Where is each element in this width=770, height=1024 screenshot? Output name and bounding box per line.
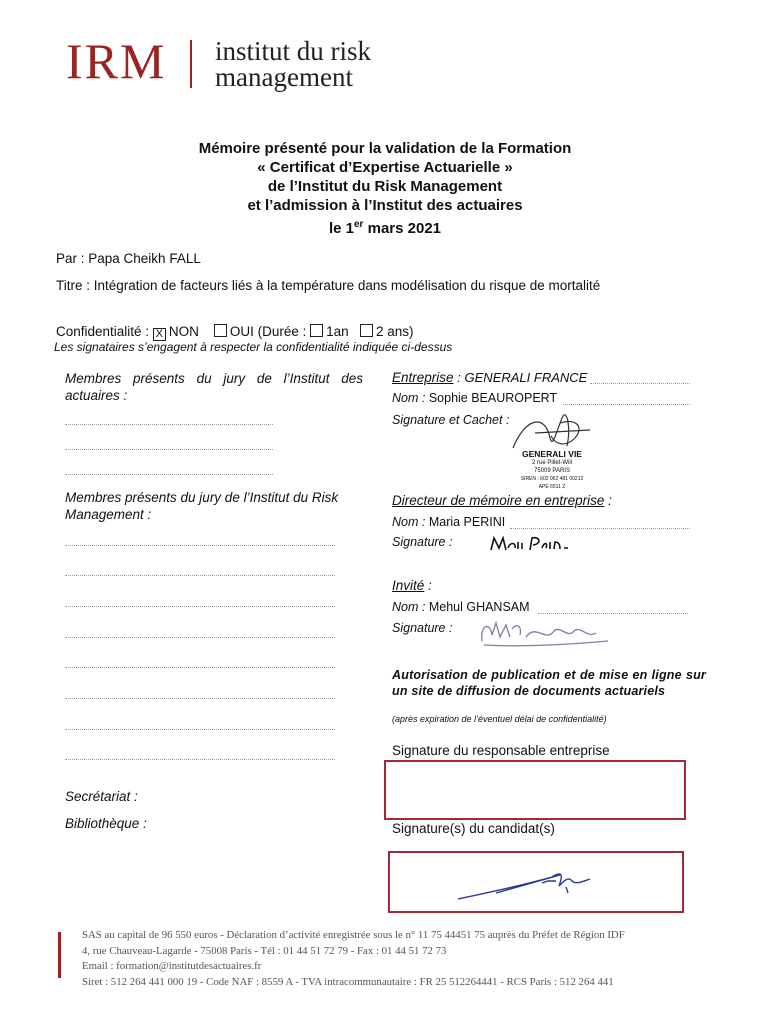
signature-responsable-label: Signature du responsable entreprise [392,743,610,758]
nom2-label: Nom : [392,515,426,529]
logo-divider [190,40,192,88]
signature-3-label: Signature : [392,621,453,635]
title-line-4: et l’admission à l’Institut des actuaires [247,197,523,214]
stamp-line-3: SIREN : 602 062 481 00212 [520,476,584,482]
entreprise-label: Entreprise [392,370,454,385]
invite-label: Invité [392,578,425,593]
footer-line-3: Email : formation@institutdesactuaires.fr [82,960,262,972]
nom1-dots [563,403,690,405]
stamp-line-4: APE 6511 Z [538,484,566,490]
directeur-colon: : [604,493,612,508]
logo-line-1: institut du risk [215,36,372,66]
jury-irm-line-3 [65,605,335,607]
generali-stamp [506,449,598,491]
jury-irm-line-1 [65,544,335,546]
nom1-label: Nom : [392,391,426,405]
title-line-1: Mémoire présenté pour la validation de la Formation [198,140,572,157]
autorisation-text: Autorisation de publication et de mise en ligne sur un site de diffusion de documents actuariels [392,668,706,698]
jury-irm-label: Membres présents du jury de l’Institut du Risk Management : [65,490,339,522]
footer-line-1: SAS au capital de 96 550 euros - Déclaration d’activité enregistrée sous le n° 11 75 44451 75 auprès du Préfet de Région IDF [82,929,625,941]
signature-candidat-label: Signature(s) du candidat(s) [392,821,555,836]
entreprise-dots [590,382,690,384]
nom3-row [392,600,530,614]
nom2-dots [510,527,690,529]
candidate-handwritten-signature [456,863,606,903]
directeur-label: Directeur de mémoire en entreprise [392,493,605,508]
signature-candidat-box[interactable] [388,851,684,913]
confidentiality-note: Les signataires s’engagent à respecter la confidentialité indiquée ci-dessus [54,340,453,354]
nom1-row [392,391,557,405]
jury-actuaires-label: Membres présents du jury de l’Institut des actuaires : [65,371,363,403]
nom3-label: Nom : [392,600,426,614]
jury-irm-line-8 [65,758,335,760]
jury-irm-line-6 [65,697,335,699]
jury-actuaires-line-3 [65,473,273,475]
signature-2-label: Signature : [392,535,453,549]
confidentiality-label: Confidentialité : [56,324,150,339]
logo-acronym: IRM [66,33,167,89]
secretariat-label: Secrétariat : [65,789,138,804]
jury-irm-line-7 [65,728,335,730]
entreprise-value: : GENERALI FRANCE [457,370,588,385]
checkbox-1an[interactable] [310,324,323,337]
invite-colon: : [424,578,432,593]
confidentiality-row [56,324,413,341]
footer [82,928,625,990]
jury-irm-line-2 [65,574,335,576]
footer-line-2: 4, rue Chauveau-Lagarde - 75008 Paris - Tél : 01 44 51 72 79 - Fax : 01 44 51 72 73 [82,944,447,957]
jury-actuaires-line-1 [65,423,273,425]
bibliotheque-label: Bibliothèque : [65,816,147,831]
non-label: NON [168,324,199,339]
jury-irm-line-5 [65,666,335,668]
stamp-line-1: 2 rue Pillet-Will [531,460,572,466]
checkbox-2ans[interactable] [360,324,373,337]
footer-line-4: Siret : 512 264 441 000 19 - Code NAF : 8559 A - TVA intracommunautaire : FR 25 512264441 - RCS Paris : 512 264 441 [82,975,614,988]
checkbox-oui[interactable] [214,324,227,337]
title-line-3: de l’Institut du Risk Management [267,178,503,195]
nom3-value: Mehul GHANSAM [428,600,530,614]
author: Par : Papa Cheikh FALL [56,251,201,266]
document-title [0,139,770,238]
stamp-line-2: 75009 PARIS [534,468,570,474]
title-line-5: le 1er mars 2021 [328,219,442,237]
title-line-2: « Certificat d’Expertise Actuarielle » [257,159,513,176]
nom2-value: Maria PERINI [428,515,506,529]
one-year-label: 1an [326,324,349,339]
nom2-row [392,515,505,529]
entreprise-row [392,370,587,385]
thesis-title: Titre : Intégration de facteurs liés à la température dans modélisation du risque de mortalité [56,278,601,293]
signature-cachet-label: Signature et Cachet : [392,413,510,427]
jury-actuaires-line-2 [65,448,273,450]
stamp-name: GENERALI VIE [522,449,582,459]
perini-handwritten-signature [488,530,578,556]
ghansam-handwritten-signature [476,615,616,651]
jury-irm-line-4 [65,636,335,638]
directeur-row [392,493,612,508]
invite-row [392,578,432,593]
autorisation-note: (après expiration de l’éventuel délai de confidentialité) [392,714,607,724]
footer-divider [58,932,61,978]
checkbox-non[interactable]: X [153,328,166,341]
nom1-value: Sophie BEAUROPERT [428,391,558,405]
signature-responsable-box[interactable] [384,760,686,820]
oui-label: OUI (Durée : [229,324,307,339]
logo-text [215,38,371,90]
logo-line-2: management [215,62,353,92]
two-years-label: 2 ans) [375,324,414,339]
nom3-dots [538,612,688,614]
